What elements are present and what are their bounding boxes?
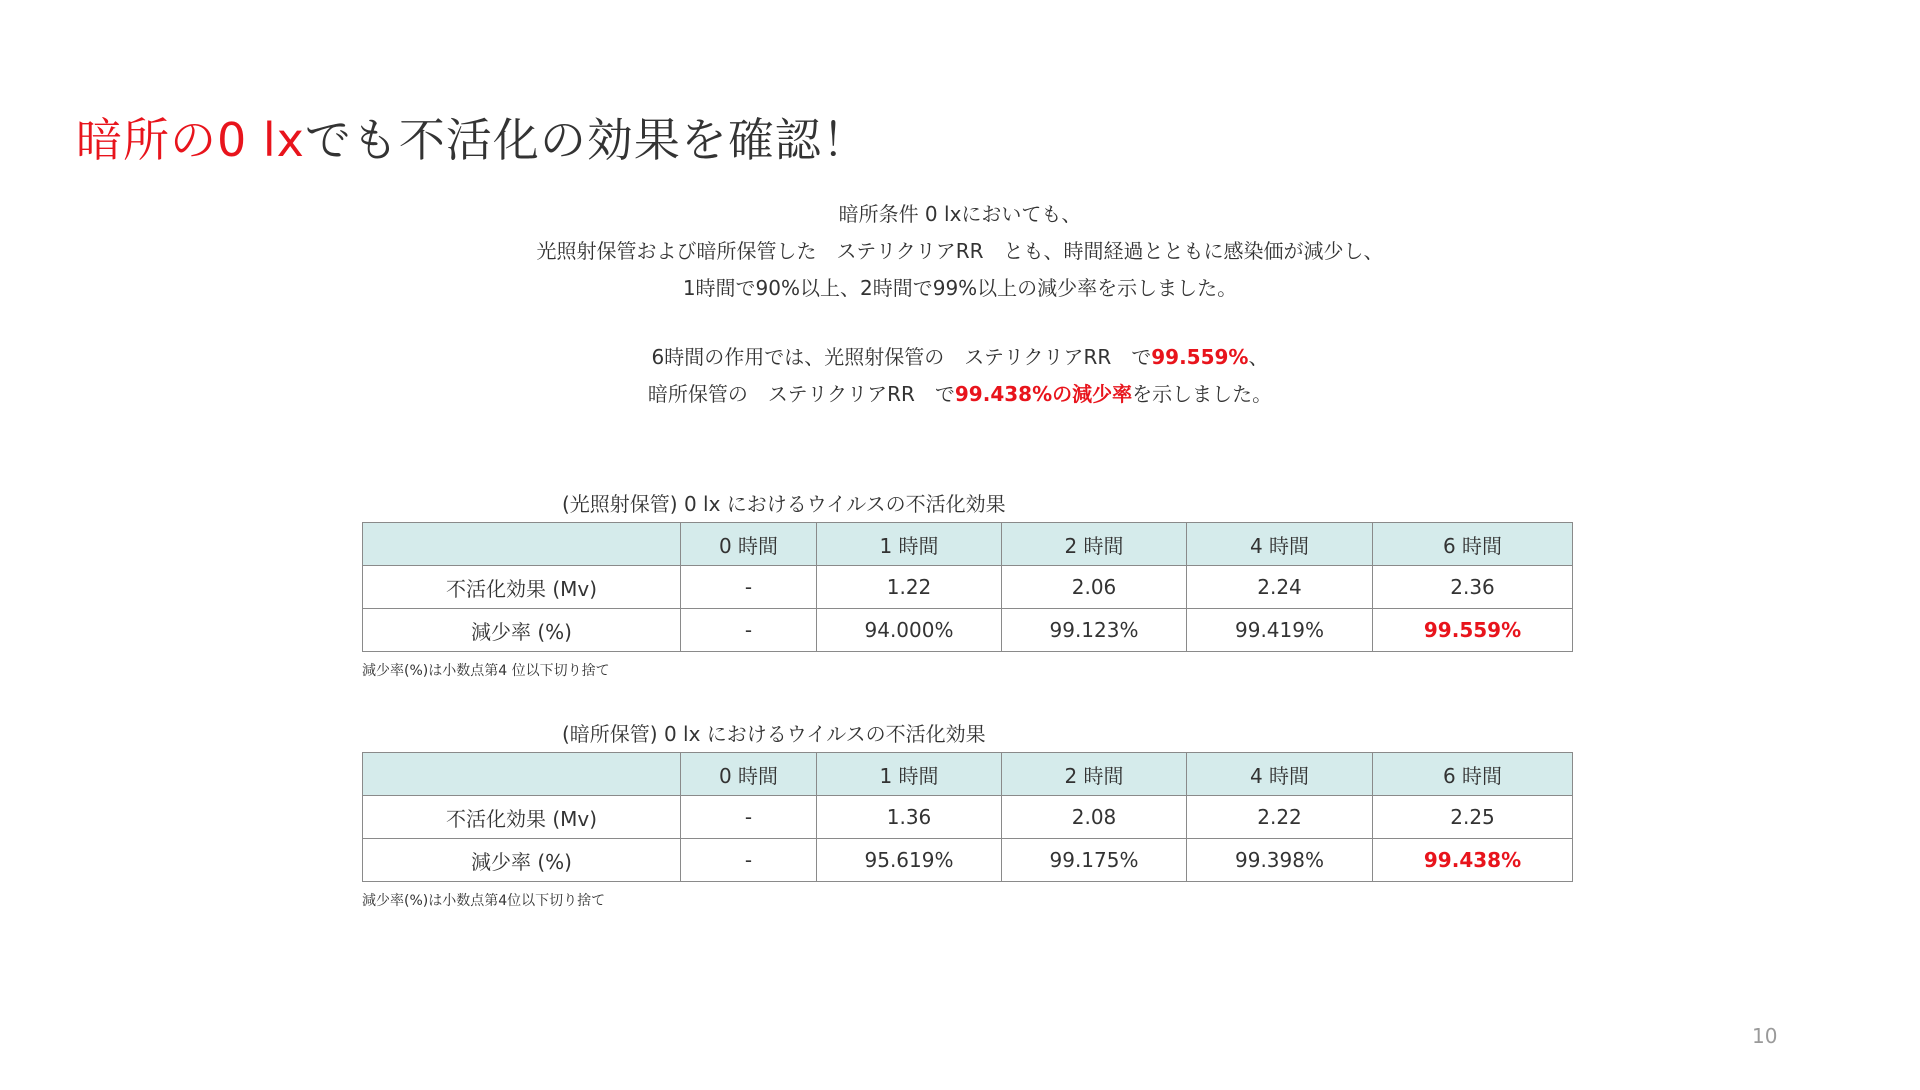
table-cell: 1.36	[817, 796, 1002, 839]
summary-text-part: を示しました。	[1132, 382, 1273, 406]
header-cell	[363, 523, 681, 566]
header-cell: 0 時間	[681, 753, 817, 796]
summary-line	[0, 339, 1920, 376]
summary-text-part: 暗所保管の ステリクリアRR で	[647, 382, 955, 406]
title-rest: でも不活化の効果を確認！	[304, 113, 869, 167]
header-cell: 4 時間	[1187, 753, 1373, 796]
table-cell: 99.175%	[1002, 839, 1187, 882]
header-cell: 6 時間	[1373, 523, 1573, 566]
table2-header-row	[363, 753, 1573, 796]
summary-text-part: 6時間の作用では、光照射保管の ステリクリアRR で	[651, 345, 1152, 369]
table-row	[363, 796, 1573, 839]
header-cell: 2 時間	[1002, 523, 1187, 566]
table1-caption: (光照射保管) 0 lx におけるウイルスの不活化効果	[562, 492, 1006, 516]
table-cell-highlight: 99.559%	[1373, 609, 1573, 652]
summary-line: 1時間で90%以上、2時間で99%以上の減少率を示しました。	[682, 276, 1238, 300]
table-cell: 1.22	[817, 566, 1002, 609]
header-cell: 1 時間	[817, 753, 1002, 796]
table-cell: 2.24	[1187, 566, 1373, 609]
row-label: 不活化効果 (Mv)	[363, 796, 681, 839]
header-cell: 1 時間	[817, 523, 1002, 566]
table-cell: 2.25	[1373, 796, 1573, 839]
summary-highlight: 99.559%	[1151, 345, 1249, 369]
table-cell: 2.22	[1187, 796, 1373, 839]
table-cell: 94.000%	[817, 609, 1002, 652]
row-label: 不活化効果 (Mv)	[363, 566, 681, 609]
page-number: 10	[1752, 1024, 1778, 1048]
header-cell: 4 時間	[1187, 523, 1373, 566]
summary-gap	[0, 307, 1920, 339]
title-accent: 暗所の0 lx	[76, 113, 305, 167]
summary-text	[0, 196, 1920, 413]
table1-header-row	[363, 523, 1573, 566]
table-cell-highlight: 99.438%	[1373, 839, 1573, 882]
summary-line: 光照射保管および暗所保管した ステリクリアRR とも、時間経過とともに感染価が減少し、	[536, 239, 1384, 263]
header-cell: 0 時間	[681, 523, 817, 566]
slide-title	[76, 104, 869, 170]
table2	[362, 752, 1573, 882]
header-cell: 2 時間	[1002, 753, 1187, 796]
table2-caption: (暗所保管) 0 lx におけるウイルスの不活化効果	[562, 722, 986, 746]
table-row	[363, 839, 1573, 882]
table-cell: 2.08	[1002, 796, 1187, 839]
header-cell	[363, 753, 681, 796]
table-cell: 95.619%	[817, 839, 1002, 882]
table1-note: 減少率(%)は小数点第4 位以下切り捨て	[362, 663, 610, 679]
table-cell: 99.419%	[1187, 609, 1373, 652]
header-cell: 6 時間	[1373, 753, 1573, 796]
row-label: 減少率 (%)	[363, 839, 681, 882]
row-label: 減少率 (%)	[363, 609, 681, 652]
table-cell: 99.398%	[1187, 839, 1373, 882]
table-cell: -	[681, 609, 817, 652]
summary-text-part: 、	[1248, 345, 1269, 369]
table2-note: 減少率(%)は小数点第4位以下切り捨て	[362, 893, 606, 909]
table1	[362, 522, 1573, 652]
table-cell: 2.36	[1373, 566, 1573, 609]
summary-highlight: 99.438%の減少率	[954, 382, 1133, 406]
table-cell: -	[681, 839, 817, 882]
table-cell: -	[681, 796, 817, 839]
table-row	[363, 566, 1573, 609]
table-cell: 99.123%	[1002, 609, 1187, 652]
table-row	[363, 609, 1573, 652]
table-cell: -	[681, 566, 817, 609]
table-cell: 2.06	[1002, 566, 1187, 609]
summary-line	[0, 376, 1920, 413]
summary-line: 暗所条件 0 lxにおいても、	[838, 202, 1082, 226]
